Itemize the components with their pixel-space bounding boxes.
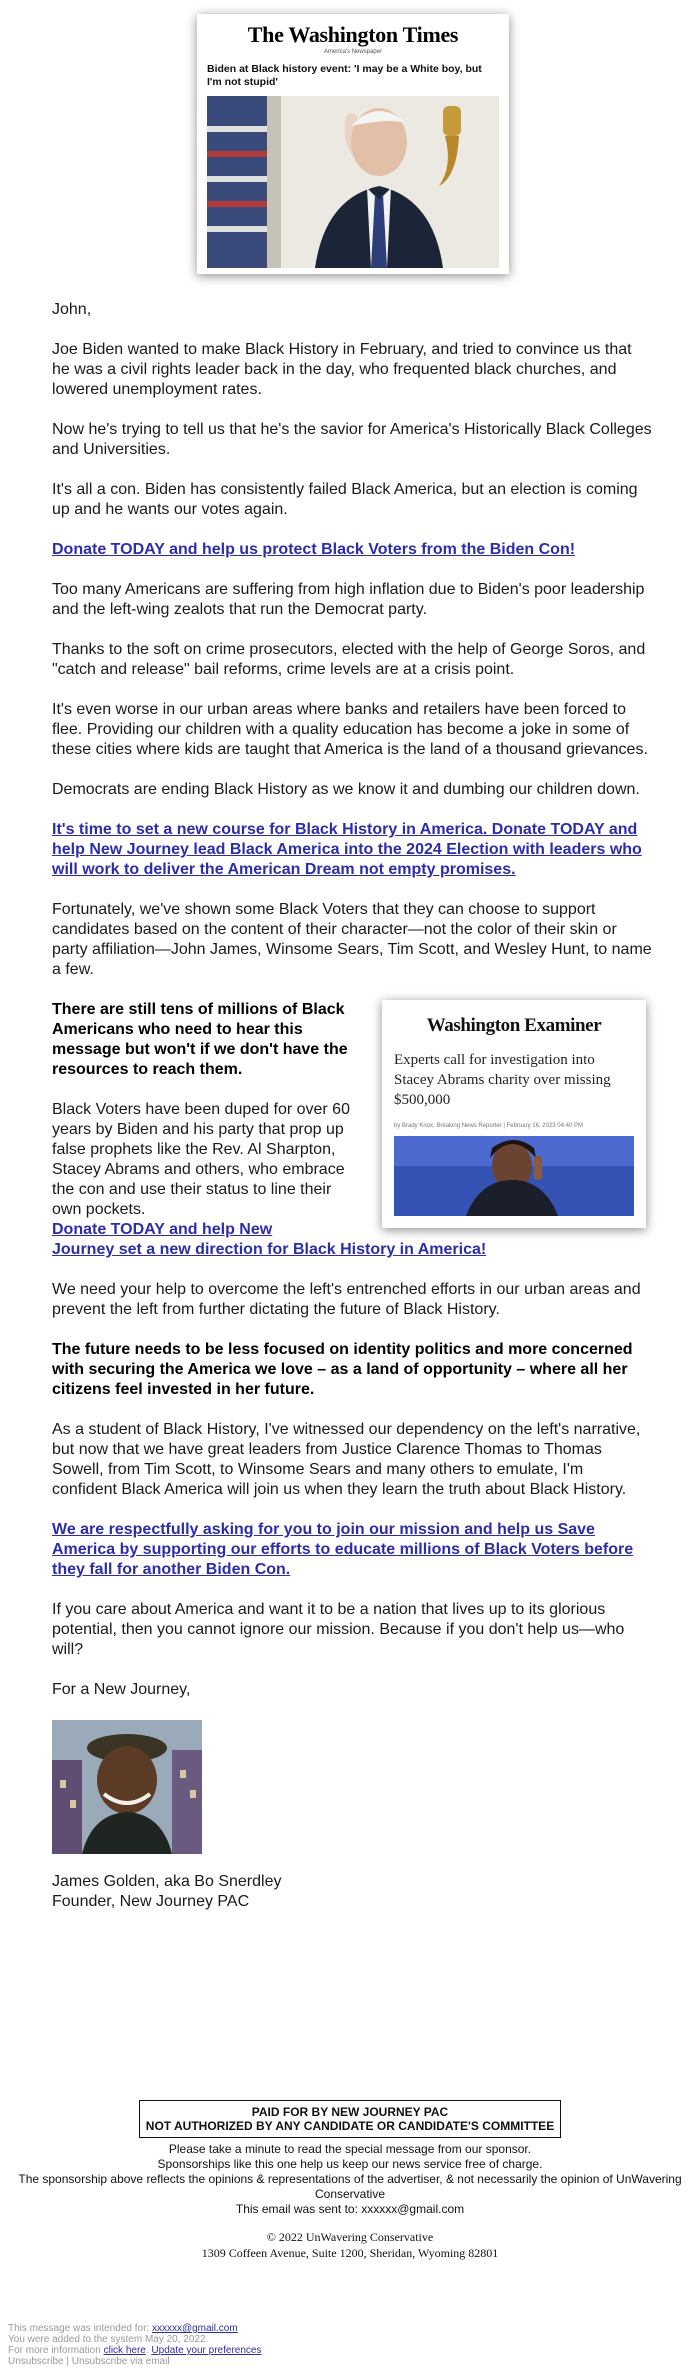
footer	[0, 2100, 700, 2261]
washington-examiner-masthead: Washington Examiner	[426, 1015, 602, 1036]
washington-times-clipping[interactable]	[197, 14, 509, 274]
paid-for-line: PAID FOR BY NEW JOURNEY PAC	[251, 2105, 449, 2119]
washington-times-masthead: The Washington Times	[247, 22, 459, 47]
donate-link-new-direction-line2: Journey set a new direction for Black History in America!	[52, 1241, 487, 1258]
bo-snerdley-photo	[52, 1720, 202, 1854]
added-line: You were added to the system May 20, 2022.	[8, 2334, 209, 2345]
abrams-photo	[394, 1136, 634, 1216]
donate-link-new-course[interactable]: It's time to set a new course for Black History in America. Donate TODAY and help New Journey lead Black America into the 2024 Election with leaders who will work to deliver the American Dream not empty promises.	[52, 821, 642, 878]
paragraph: Now he's trying to tell us that he's the savior for America's Historically Black Colleges and Universities.	[52, 421, 652, 458]
info-label: For more information	[8, 2345, 104, 2356]
donate-link-protect-voters[interactable]: Donate TODAY and help us protect Black Voters from the Biden Con!	[52, 541, 576, 558]
paragraph: Too many Americans are suffering from high inflation due to Biden's poor leadership and the left-wing zealots that run the Democrat party.	[52, 581, 645, 618]
paragraph: Fortunately, we've shown some Black Voters that they can choose to support candidates based on the content of their character—not the color of their skin or party affiliation—John James, Winsome Sears, Tim Scott, and Wesley Hunt, to name a few.	[52, 901, 652, 978]
email-meta: This message was intended for: xxxxxx@gmail.com You were added to the system May 20, 2022. For more information click here. Update your preferences Unsubscribe | Unsubscribe via email	[8, 2323, 262, 2367]
intended-email-link[interactable]: xxxxxx@gmail.com	[151, 2323, 238, 2334]
paragraph: Black Voters have been duped for over 60 years by Biden and his party that prop up false prophets like the Rev. Al Sharpton, Stacey Abrams and others, who embrace the con and use their status to line their own pockets.	[52, 1101, 350, 1218]
biden-photo-illustration	[207, 96, 499, 268]
clipping-headline: Biden at Black history event: 'I may be a White boy, but I'm not stupid'	[207, 63, 482, 88]
paragraph: Joe Biden wanted to make Black History in February, and tried to convince us that he was a civil rights leader back in the day, who frequented black churches, and lowered unemployment rates.	[52, 341, 632, 398]
intended-label: This message was intended for:	[8, 2323, 152, 2334]
greeting: John,	[52, 301, 92, 318]
examiner-byline: by Brady Knox, Breaking News Reporter | February 16, 2023 04:40 PM	[394, 1123, 583, 1129]
unsubscribe-line[interactable]: Unsubscribe | Unsubscribe via email	[8, 2356, 170, 2367]
examiner-float-block	[52, 1000, 652, 1260]
biden-photo	[207, 96, 499, 268]
signature-title: Founder, New Journey PAC	[52, 1893, 250, 1910]
donate-link-save-america[interactable]: We are respectfully asking for you to join our mission and help us Save America by supporting our efforts to educate millions of Black Voters before they fall for another Biden Con.	[52, 1521, 634, 1578]
washington-times-tagline: America's Newspaper	[323, 49, 383, 55]
sent-to-line: This email was sent to: xxxxxx@gmail.com	[235, 2202, 465, 2216]
left-column	[52, 1000, 352, 1220]
washington-examiner-clipping[interactable]	[382, 1000, 646, 1228]
paragraph: As a student of Black History, I've witnessed our dependency on the left's narrative, but now that we have great leaders from Justice Clarence Thomas to Thomas Sowell, from Tim Scott, to Winsome Sears and many others to emulate, I'm confident Black America will join us when they learn the truth about Black History.	[52, 1421, 641, 1498]
paragraph: If you care about America and want it to be a nation that lives up to its glorious potential, then you cannot ignore our mission. Because if you don't help us—who will?	[52, 1601, 625, 1658]
postal-address: 1309 Coffeen Avenue, Suite 1200, Sheridan, Wyoming 82801	[201, 2246, 499, 2260]
not-authorized-line: NOT AUTHORIZED BY ANY CANDIDATE OR CANDIDATE'S COMMITTEE	[145, 2119, 555, 2133]
sponsor-line: Sponsorships like this one help us keep our news service free of charge.	[157, 2157, 543, 2171]
bo-snerdley-photo-illustration	[52, 1720, 202, 1854]
sponsor-disclaimer: The sponsorship above reflects the opinions & representations of the advertiser, & not necessarily the opinion of UnWavering Conservative	[18, 2172, 682, 2201]
bold-paragraph: The future needs to be less focused on identity politics and more concerned with securing the America we love – as a land of opportunity – where all her citizens feel invested in her future.	[52, 1341, 633, 1398]
donate-link-new-direction-line1: Donate TODAY and help New	[52, 1221, 273, 1238]
examiner-headline: Experts call for investigation into Stacey Abrams charity over missing $500,000	[394, 1052, 611, 1108]
abrams-photo-illustration	[394, 1136, 634, 1216]
paragraph: We need your help to overcome the left's entrenched efforts in our urban areas and prevent the left from further dictating the future of Black History.	[52, 1281, 641, 1318]
paragraph: Thanks to the soft on crime prosecutors, elected with the help of George Soros, and "catch and release" bail reforms, crime levels are at a crisis point.	[52, 641, 646, 678]
closing: For a New Journey,	[52, 1681, 191, 1698]
email-body	[52, 300, 652, 1932]
click-here-link[interactable]: click here	[103, 2345, 146, 2356]
paid-for-box	[139, 2100, 561, 2138]
paragraph: It's all a con. Biden has consistently failed Black America, but an election is coming up and he wants our votes again.	[52, 481, 638, 518]
update-preferences-link[interactable]: Update your preferences	[151, 2345, 262, 2356]
copyright: © 2022 UnWavering Conservative	[266, 2230, 434, 2244]
bold-paragraph: There are still tens of millions of Black Americans who need to hear this message but won't if we don't have the resources to reach them.	[52, 1001, 348, 1078]
paragraph: It's even worse in our urban areas where banks and retailers have been forced to flee. Providing our children with a quality education has become a joke in some of these cities where kids are taught that America is the land of a thousand grievances.	[52, 701, 648, 758]
signature-name: James Golden, aka Bo Snerdley	[52, 1873, 282, 1890]
paragraph: Democrats are ending Black History as we know it and dumbing our children down.	[52, 781, 640, 798]
sponsor-line: Please take a minute to read the special message from our sponsor.	[168, 2142, 532, 2156]
